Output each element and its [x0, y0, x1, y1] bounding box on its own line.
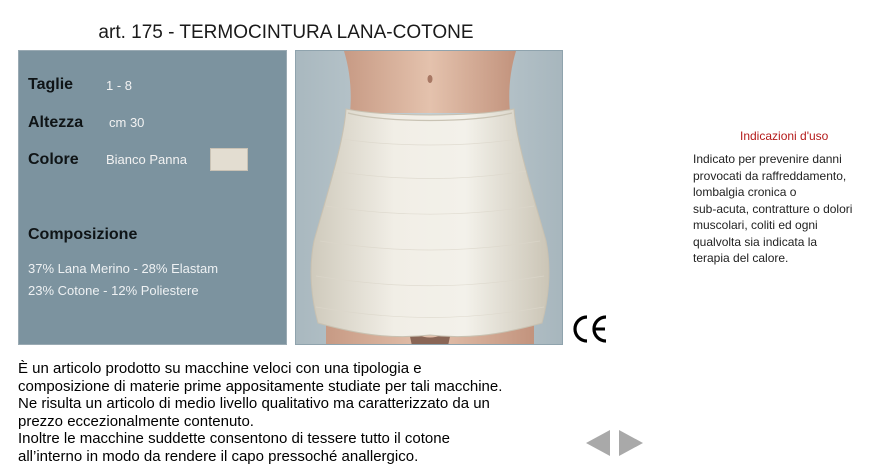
usage-title: Indicazioni d'uso	[740, 129, 829, 143]
usage-line: qualvolta sia indicata la	[693, 234, 818, 249]
arrow-left-icon[interactable]	[584, 428, 612, 458]
description-line: È un articolo prodotto su macchine veloci con una tipologia e	[18, 360, 422, 377]
size-value: 1 - 8	[106, 78, 133, 93]
ce-mark-icon	[570, 312, 608, 346]
product-description	[18, 360, 578, 465]
height-value: cm 30	[109, 115, 145, 130]
size-label: Taglie	[28, 76, 74, 93]
color-value: Bianco Panna	[106, 152, 187, 167]
spec-panel	[18, 50, 287, 345]
composition-label: Composizione	[28, 226, 138, 243]
description-line: Inoltre le macchine suddette consentono di tessere tutto il cotone	[18, 430, 450, 447]
page-navigation	[584, 428, 646, 460]
page-title: art. 175 - TERMOCINTURA LANA-COTONE	[98, 22, 474, 43]
color-swatch	[210, 148, 248, 171]
composition-line: 23% Cotone - 12% Poliestere	[28, 283, 199, 298]
usage-line: muscolari, coliti ed ogni	[693, 218, 818, 232]
product-photo	[295, 50, 563, 345]
usage-line: terapia del calore.	[693, 251, 789, 265]
description-line: composizione di materie prime appositamente studiate per tali macchine.	[18, 377, 503, 395]
usage-line: sub-acuta, contratture o dolori	[693, 201, 853, 216]
usage-line: Indicato per prevenire danni	[693, 152, 842, 166]
color-label: Colore	[28, 151, 79, 168]
usage-line: lombalgia cronica o	[693, 185, 797, 199]
height-label: Altezza	[28, 114, 84, 131]
waist-band-illustration	[296, 51, 563, 345]
description-line: all’interno in modo da rendere il capo pressoché anallergico.	[18, 447, 419, 465]
composition-line: 37% Lana Merino - 28% Elastam	[28, 261, 219, 276]
arrow-right-icon[interactable]	[617, 428, 645, 458]
usage-text	[693, 151, 871, 267]
usage-line: provocati da raffreddamento,	[693, 168, 847, 183]
description-line: prezzo eccezionalmente contenuto.	[18, 412, 254, 430]
description-line: Ne risulta un articolo di medio livello qualitativo ma caratterizzato da un	[18, 395, 490, 412]
